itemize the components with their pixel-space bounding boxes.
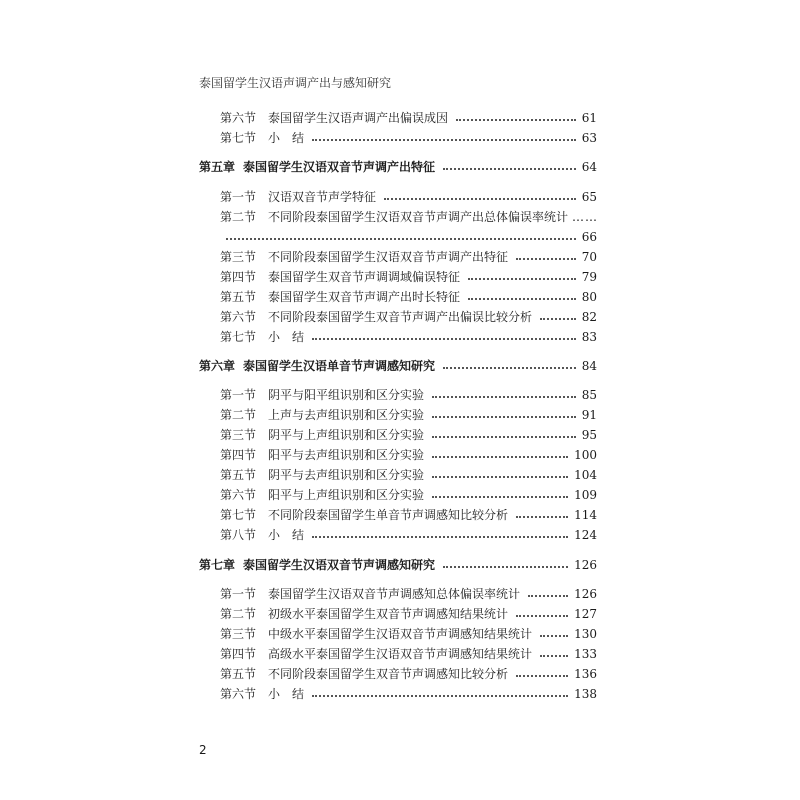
section-number: 第五节 — [220, 468, 257, 482]
toc-section-row — [0, 446, 800, 464]
section-number: 第六节 — [220, 687, 257, 701]
section-title: 小 结 — [268, 528, 305, 542]
section-title: 阴平与阳平组识别和区分实验 — [268, 388, 425, 402]
dot-leader — [516, 256, 576, 260]
page-number-ref: 127 — [574, 607, 597, 621]
dot-leader — [432, 394, 576, 398]
dot-leader — [312, 336, 576, 340]
page-number-ref: 85 — [581, 388, 597, 402]
section-title: 初级水平泰国留学生双音节声调感知结果统计 — [268, 607, 509, 621]
section-number: 第三节 — [220, 627, 257, 641]
section-title: 汉语双音节声学特征 — [268, 190, 377, 204]
section-title: 不同阶段泰国留学生汉语双音节声调产出总体偏误率统计 — [268, 210, 569, 224]
dot-leader — [384, 196, 576, 200]
section-number: 第五节 — [220, 667, 257, 681]
section-number: 第二节 — [220, 408, 257, 422]
dot-leader — [432, 434, 576, 438]
dot-leader — [516, 673, 568, 677]
page-number-ref: 79 — [581, 270, 597, 284]
page-number-ref: 64 — [581, 160, 597, 174]
section-number: 第四节 — [220, 647, 257, 661]
toc-section-row — [0, 506, 800, 524]
toc-section-row — [0, 129, 800, 147]
section-number: 第七节 — [220, 508, 257, 522]
section-title: 不同阶段泰国留学生单音节声调感知比较分析 — [268, 508, 509, 522]
dot-leader — [456, 117, 576, 121]
page-number-ref: 80 — [581, 290, 597, 304]
page-number-ref: 124 — [574, 528, 597, 542]
dot-leader — [432, 454, 568, 458]
toc-section-row — [0, 188, 800, 206]
toc-chapter-row — [0, 357, 800, 375]
continuation-mark: …… — [572, 210, 599, 224]
dot-leader — [432, 474, 568, 478]
chapter-number: 第七章 — [199, 558, 236, 572]
section-number: 第四节 — [220, 448, 257, 462]
page-number-ref: 91 — [581, 408, 597, 422]
toc-section-row — [0, 426, 800, 444]
section-number: 第七节 — [220, 131, 257, 145]
page-number-ref: 82 — [581, 310, 597, 324]
section-title: 不同阶段泰国留学生双音节声调产出偏误比较分析 — [268, 310, 533, 324]
toc-section-row — [0, 685, 800, 703]
page-number-ref: 61 — [581, 111, 597, 125]
toc-section-row — [0, 665, 800, 683]
toc-section-row — [0, 466, 800, 484]
section-title: 阳平与上声组识别和区分实验 — [268, 488, 425, 502]
toc-section-row — [0, 109, 800, 127]
dot-leader — [443, 564, 568, 568]
page-number-ref: 84 — [581, 359, 597, 373]
dot-leader — [312, 534, 568, 538]
section-number: 第一节 — [220, 587, 257, 601]
page-number-ref: 133 — [574, 647, 597, 661]
dot-leader — [432, 494, 568, 498]
dot-leader — [540, 316, 576, 320]
toc-section-row — [0, 625, 800, 643]
section-title: 不同阶段泰国留学生双音节声调感知比较分析 — [268, 667, 509, 681]
section-title: 中级水平泰国留学生汉语双音节声调感知结果统计 — [268, 627, 533, 641]
section-title: 泰国留学生双音节声调调域偏误特征 — [268, 270, 461, 284]
dot-leader — [540, 633, 568, 637]
dot-leader — [312, 137, 576, 141]
page-number-ref: 63 — [581, 131, 597, 145]
section-number: 第七节 — [220, 330, 257, 344]
page-number-ref: 65 — [581, 190, 597, 204]
section-number: 第三节 — [220, 428, 257, 442]
toc-section-row — [0, 228, 800, 246]
page-number-ref: 95 — [581, 428, 597, 442]
chapter-title: 泰国留学生汉语单音节声调感知研究 — [243, 359, 436, 373]
toc-section-row — [0, 268, 800, 286]
dot-leader — [528, 593, 568, 597]
page-number-ref: 70 — [581, 250, 597, 264]
page-number-ref: 126 — [574, 558, 597, 572]
section-number: 第一节 — [220, 190, 257, 204]
section-number: 第六节 — [220, 488, 257, 502]
page-number-ref: 83 — [581, 330, 597, 344]
page-number-ref: 104 — [574, 468, 597, 482]
page-number-ref: 130 — [574, 627, 597, 641]
page-number: 2 — [199, 743, 207, 757]
section-title: 上声与去声组识别和区分实验 — [268, 408, 425, 422]
dot-leader — [516, 514, 568, 518]
toc-section-row — [0, 308, 800, 326]
toc-section-row — [0, 208, 800, 226]
running-head: 泰国留学生汉语声调产出与感知研究 — [199, 76, 392, 90]
toc-chapter-row — [0, 158, 800, 176]
page-number-ref: 136 — [574, 667, 597, 681]
dot-leader — [432, 414, 576, 418]
dot-leader — [226, 236, 576, 240]
page-number-ref: 100 — [574, 448, 597, 462]
dot-leader — [540, 653, 568, 657]
section-title: 泰国留学生汉语声调产出偏误成因 — [268, 111, 449, 125]
section-title: 泰国留学生汉语双音节声调感知总体偏误率统计 — [268, 587, 521, 601]
section-title: 阴平与上声组识别和区分实验 — [268, 428, 425, 442]
section-number: 第一节 — [220, 388, 257, 402]
dot-leader — [516, 613, 568, 617]
section-title: 小 结 — [268, 330, 305, 344]
page-number-ref: 114 — [574, 508, 597, 522]
section-number: 第五节 — [220, 290, 257, 304]
toc-section-row — [0, 248, 800, 266]
toc-section-row — [0, 486, 800, 504]
page-number-ref: 109 — [574, 488, 597, 502]
section-title: 阴平与去声组识别和区分实验 — [268, 468, 425, 482]
section-number: 第四节 — [220, 270, 257, 284]
section-number: 第二节 — [220, 210, 257, 224]
section-title: 阳平与去声组识别和区分实验 — [268, 448, 425, 462]
section-number: 第六节 — [220, 310, 257, 324]
section-title: 小 结 — [268, 687, 305, 701]
chapter-number: 第六章 — [199, 359, 236, 373]
toc-section-row — [0, 406, 800, 424]
section-number: 第三节 — [220, 250, 257, 264]
toc-section-row — [0, 605, 800, 623]
section-number: 第八节 — [220, 528, 257, 542]
section-title: 小 结 — [268, 131, 305, 145]
section-number: 第二节 — [220, 607, 257, 621]
section-title: 泰国留学生双音节声调产出时长特征 — [268, 290, 461, 304]
section-number: 第六节 — [220, 111, 257, 125]
toc-section-row — [0, 526, 800, 544]
dot-leader — [312, 693, 568, 697]
toc-section-row — [0, 288, 800, 306]
chapter-title: 泰国留学生汉语双音节声调产出特征 — [243, 160, 436, 174]
page-number-ref: 66 — [581, 230, 597, 244]
toc-section-row — [0, 645, 800, 663]
toc-section-row — [0, 328, 800, 346]
dot-leader — [443, 365, 576, 369]
dot-leader — [443, 166, 576, 170]
section-title: 高级水平泰国留学生汉语双音节声调感知结果统计 — [268, 647, 533, 661]
chapter-number: 第五章 — [199, 160, 236, 174]
dot-leader — [468, 276, 576, 280]
toc-chapter-row — [0, 556, 800, 574]
page-number-ref: 126 — [574, 587, 597, 601]
page-number-ref: 138 — [574, 687, 597, 701]
toc-section-row — [0, 386, 800, 404]
section-title: 不同阶段泰国留学生汉语双音节声调产出特征 — [268, 250, 509, 264]
dot-leader — [468, 296, 576, 300]
toc-section-row — [0, 585, 800, 603]
chapter-title: 泰国留学生汉语双音节声调感知研究 — [243, 558, 436, 572]
